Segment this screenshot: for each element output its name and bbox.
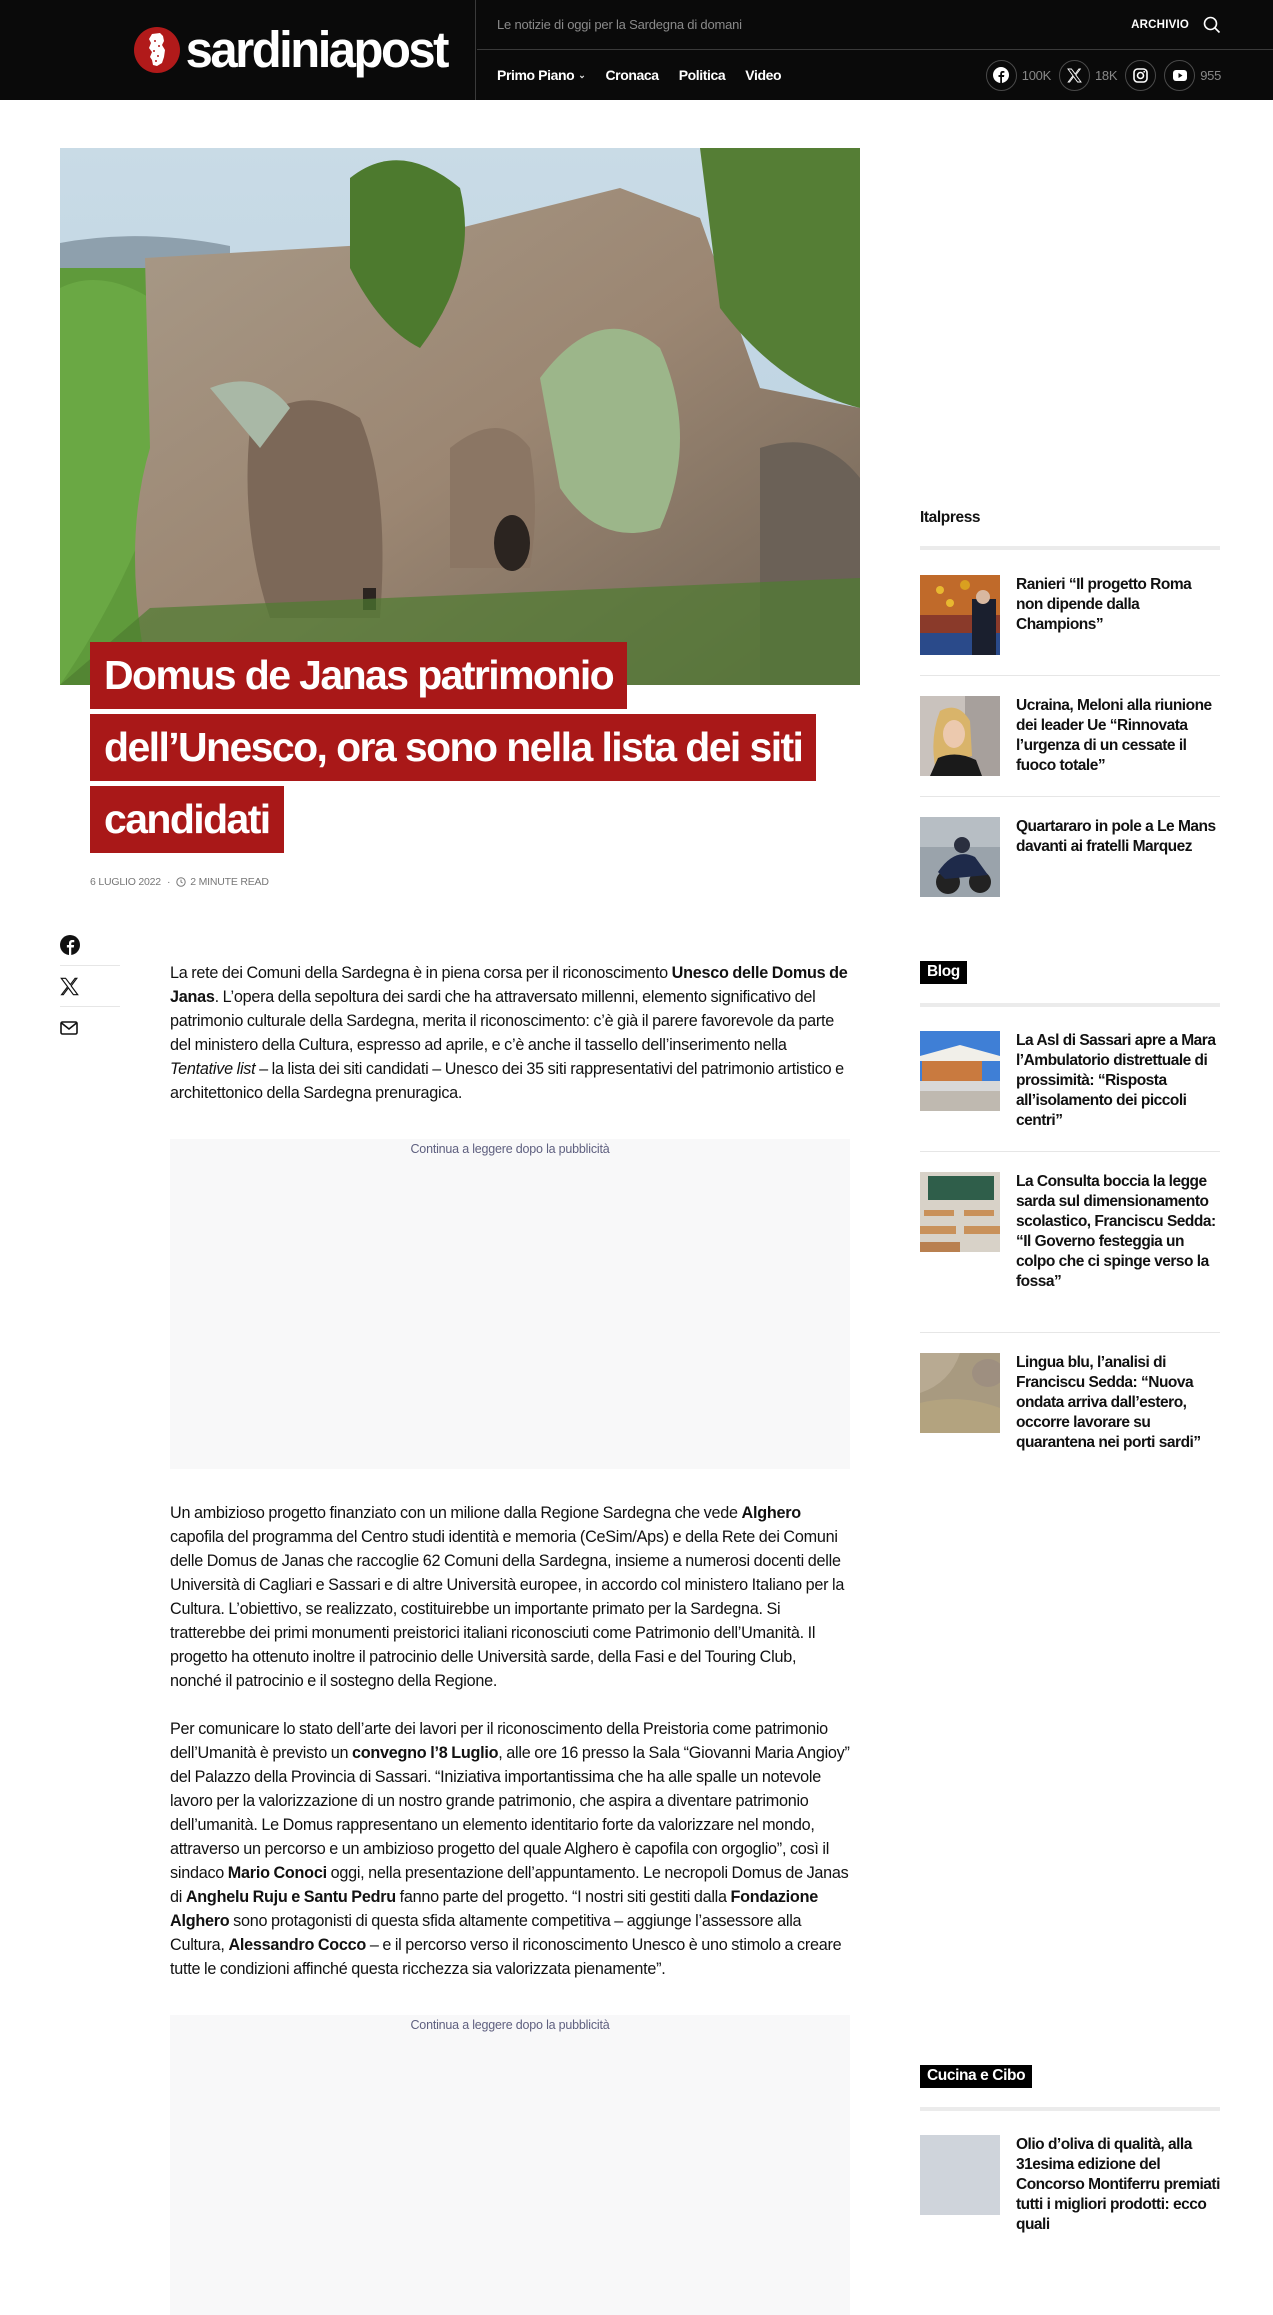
ad-label: Continua a leggere dopo la pubblicità bbox=[410, 2018, 610, 2032]
social-facebook[interactable] bbox=[986, 60, 1051, 91]
sardinia-logo-icon bbox=[134, 27, 180, 73]
facebook-icon[interactable] bbox=[986, 60, 1017, 91]
text: , alle ore 16 presso la Sala “Giovanni Maria Angioy” del Palazzo della Provincia di Sassari. “Iniziativa importantissima che ha alle spalle un notevole lavoro per la valorizzazione di un nostro grande patrimonio, che aspira a diventare patrimonio dell’umanità. Le Domus rappresentano un elemento identitario forte da valorizzare nel mondo, attraverso un percorso e un ambizioso progetto del quale Alghero è capofila con orgoglio”, così il sindaco bbox=[170, 1744, 850, 1882]
post-title[interactable]: Olio d’oliva di qualità, alla 31esima edizione del Concorso Montiferru premiati tutti i migliori prodotti: ecco quali bbox=[1016, 2136, 1220, 2233]
site-header bbox=[0, 0, 1273, 100]
social-links bbox=[978, 60, 1221, 91]
sidebar-post[interactable] bbox=[920, 1353, 1220, 1453]
sidebar-post[interactable] bbox=[920, 1172, 1220, 1292]
bold-text: Alessandro Cocco bbox=[228, 1936, 367, 1954]
hero-image-domus-de-janas bbox=[60, 148, 860, 685]
text: . L’opera della sepoltura dei sardi che ha attraversato millenni, elemento significativo del patrimonio culturale della Sardegna, merita il riconoscimento: c’è già il parere favorevole da parte del ministero della Cultura, espresso ad aprile, e c’è anche il tassello dell’inserimento nella bbox=[170, 988, 835, 1054]
nav-item-primo-piano[interactable] bbox=[497, 67, 585, 83]
social-x[interactable] bbox=[1059, 60, 1117, 91]
post-divider bbox=[920, 1332, 1220, 1333]
bold-text: Mario Conoci bbox=[227, 1864, 327, 1882]
logo-link[interactable] bbox=[0, 0, 476, 100]
italic-text: Tentative list bbox=[170, 1060, 256, 1078]
post-thumbnail[interactable] bbox=[920, 817, 1000, 897]
sidebar-post[interactable] bbox=[920, 575, 1220, 655]
social-instagram[interactable] bbox=[1125, 60, 1156, 91]
search-icon[interactable] bbox=[1203, 16, 1221, 34]
nav-item-politica[interactable]: Politica bbox=[678, 67, 726, 83]
advertisement-slot bbox=[170, 2015, 850, 2315]
logo-text: sardiniapost bbox=[185, 21, 447, 78]
text: Un ambizioso progetto finanziato con un milione dalla Regione Sardegna che vede bbox=[170, 1504, 742, 1522]
post-title[interactable]: Ranieri “Il progetto Roma non dipende dalla Champions” bbox=[1016, 576, 1192, 633]
paragraph-2 bbox=[170, 1501, 850, 1693]
bold-text: Unesco delle Domus de Janas bbox=[170, 964, 848, 1006]
sidebar-post[interactable] bbox=[920, 817, 1220, 897]
read-time: 2 MINUTE READ bbox=[190, 876, 269, 888]
post-thumbnail[interactable] bbox=[920, 575, 1000, 655]
text: fanno parte del progetto. “I nostri siti gestiti dalla bbox=[395, 1888, 731, 1906]
article-date: 6 LUGLIO 2022 bbox=[90, 876, 161, 888]
archive-link[interactable]: ARCHIVIO bbox=[1131, 18, 1189, 31]
widget-divider bbox=[920, 1003, 1220, 1007]
title-line: Domus de Janas patrimonio bbox=[90, 642, 627, 709]
header-right bbox=[477, 0, 1273, 100]
youtube-icon[interactable] bbox=[1164, 60, 1195, 91]
nav-item-cronaca[interactable]: Cronaca bbox=[605, 67, 659, 83]
post-thumbnail[interactable] bbox=[920, 1172, 1000, 1252]
header-top-bar bbox=[477, 0, 1273, 50]
post-thumbnail[interactable] bbox=[920, 1353, 1000, 1433]
title-line: candidati bbox=[90, 786, 284, 853]
text: sono protagonisti di questa sfida altamente competitiva – aggiunge l’assessore alla Cultura, bbox=[170, 1912, 802, 1954]
post-divider bbox=[920, 1151, 1220, 1152]
post-title[interactable]: Ucraina, Meloni alla riunione dei leader Ue “Rinnovata l’urgenza di un cessate il fuoco totale” bbox=[1016, 697, 1212, 774]
share-email-button[interactable] bbox=[60, 1007, 120, 1048]
post-divider bbox=[920, 796, 1220, 797]
text: La rete dei Comuni della Sardegna è in piena corsa per il riconoscimento bbox=[170, 964, 672, 982]
clock-icon bbox=[176, 877, 186, 887]
chevron-down-icon: ⌄ bbox=[578, 69, 586, 80]
widget-title-blog[interactable]: Blog bbox=[920, 961, 967, 984]
facebook-icon bbox=[60, 935, 80, 955]
bold-text: convegno l’8 Luglio bbox=[352, 1744, 499, 1762]
meta-separator: · bbox=[166, 876, 171, 888]
advertisement-slot bbox=[170, 1139, 850, 1469]
bold-text: Anghelu Ruju e Santu Pedru bbox=[185, 1888, 396, 1906]
post-title[interactable]: La Asl di Sassari apre a Mara l’Ambulatorio distrettuale di prossimità: “Risposta all’isolamento dei piccoli centri” bbox=[1016, 1032, 1216, 1129]
bold-text: Fondazione Alghero bbox=[170, 1888, 818, 1930]
widget-title-cucina-e-cibo[interactable]: Cucina e Cibo bbox=[920, 2065, 1032, 2088]
sidebar-post[interactable] bbox=[920, 1031, 1220, 1131]
text: – la lista dei siti candidati – Unesco dei 35 siti rappresentativi del patrimonio artistico e architettonico della Sardegna prenuragica. bbox=[170, 1060, 844, 1102]
share-buttons bbox=[60, 925, 120, 1048]
header-nav-bar bbox=[477, 50, 1273, 100]
x-count: 18K bbox=[1094, 67, 1118, 83]
social-youtube[interactable] bbox=[1164, 60, 1221, 91]
share-facebook-button[interactable] bbox=[60, 925, 120, 966]
text: – e il percorso verso il riconoscimento Unesco è uno stimolo a creare tutte le condizioni affinché questa ricchezza sia valorizzata pienamente”. bbox=[170, 1936, 842, 1978]
post-thumbnail[interactable] bbox=[920, 696, 1000, 776]
site-tagline: Le notizie di oggi per la Sardegna di domani bbox=[497, 17, 742, 32]
article-title bbox=[90, 642, 870, 858]
text: Per comunicare lo stato dell’arte dei lavori per il riconoscimento della Preistoria come patrimonio dell’Umanità è previsto un bbox=[170, 1720, 828, 1762]
widget-divider bbox=[920, 2107, 1220, 2111]
x-icon[interactable] bbox=[1059, 60, 1090, 91]
widget-divider bbox=[920, 546, 1220, 550]
sidebar-post[interactable] bbox=[920, 696, 1220, 776]
post-thumbnail-placeholder[interactable] bbox=[920, 2135, 1000, 2215]
widget-title-italpress[interactable]: Italpress bbox=[920, 509, 981, 526]
post-title[interactable]: Quartararo in pole a Le Mans davanti ai fratelli Marquez bbox=[1016, 818, 1216, 855]
youtube-count: 955 bbox=[1200, 67, 1221, 83]
x-icon bbox=[60, 977, 79, 996]
facebook-count: 100K bbox=[1021, 67, 1051, 83]
post-thumbnail[interactable] bbox=[920, 1031, 1000, 1111]
instagram-icon[interactable] bbox=[1125, 60, 1156, 91]
paragraph-1 bbox=[170, 961, 850, 1105]
post-divider bbox=[920, 675, 1220, 676]
title-line: dell’Unesco, ora sono nella lista dei siti bbox=[90, 714, 816, 781]
post-title[interactable]: Lingua blu, l’analisi di Franciscu Sedda: “Nuova ondata arriva dall’estero, occorre lavorare su quarantena nei porti sardi” bbox=[1016, 1354, 1201, 1451]
sidebar-post[interactable] bbox=[920, 2135, 1220, 2235]
paragraph-3 bbox=[170, 1717, 850, 1981]
post-title[interactable]: La Consulta boccia la legge sarda sul dimensionamento scolastico, Franciscu Sedda: “Il Governo festeggia un colpo che ci spinge verso la fossa” bbox=[1016, 1173, 1216, 1290]
text: oggi, nella presentazione dell’appuntamento. Le necropoli Domus de Janas di bbox=[170, 1864, 849, 1906]
main-nav bbox=[497, 67, 978, 83]
mail-icon bbox=[60, 1021, 78, 1035]
article-meta bbox=[90, 876, 269, 888]
nav-item-video[interactable]: Video bbox=[745, 67, 782, 83]
nav-item-label: Primo Piano bbox=[497, 67, 575, 83]
text: capofila del programma del Centro studi identità e memoria (CeSim/Aps) e della Rete dei Comuni delle Domus de Janas che raccoglie 62 Comuni della Sardegna, insieme a numerosi docenti delle Università di Cagliari e Sassari e di altre Università europee, in accordo col ministero Italiano per la Cultura. L’obiettivo, se realizzato, costituirebbe un importante primato per la Sardegna. Si tratterebbe dei primi monumenti preistorici italiani riconosciuti come Patrimonio dell’Umanità. Il progetto ha ottenuto inoltre il patrocinio delle Università sarde, della Fasi e del Touring Club, nonché il patrocinio e il sostegno della Regione. bbox=[170, 1528, 845, 1690]
bold-text: Alghero bbox=[741, 1504, 801, 1522]
article-body bbox=[170, 961, 850, 2315]
share-x-button[interactable] bbox=[60, 966, 120, 1007]
ad-label: Continua a leggere dopo la pubblicità bbox=[410, 1142, 610, 1156]
